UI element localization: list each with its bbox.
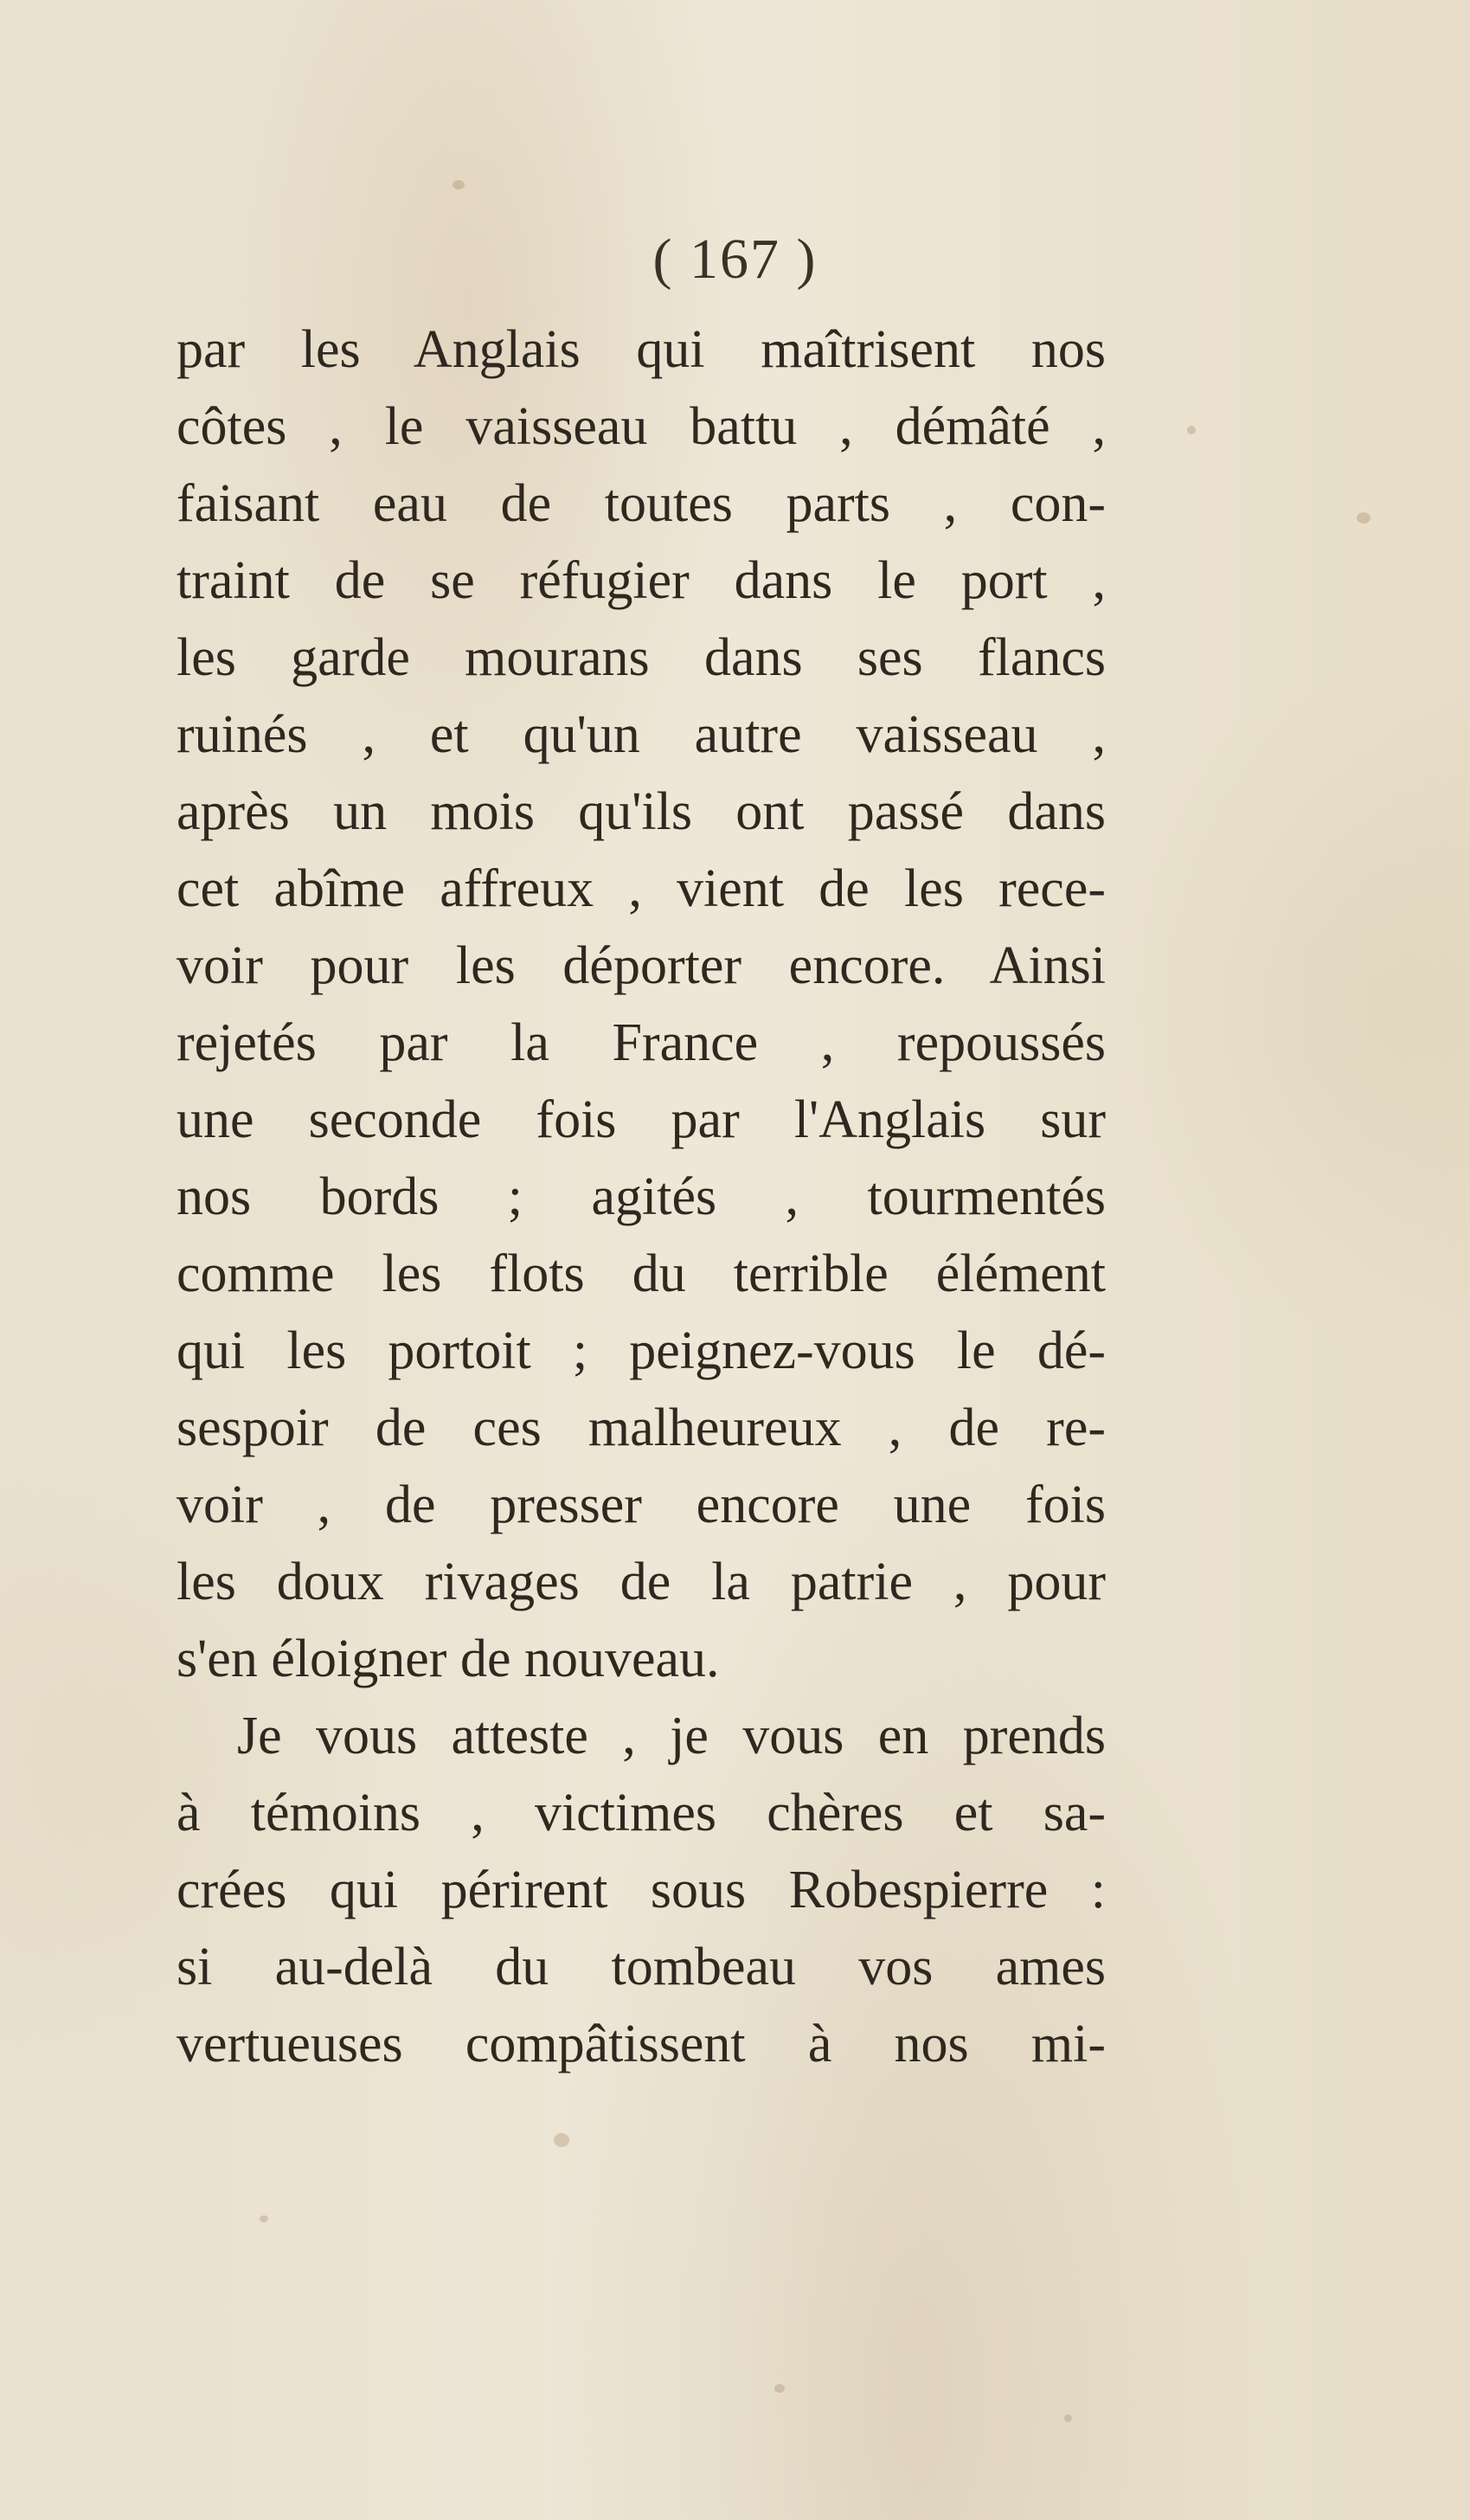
paragraph-end-line: s'en éloigner de nouveau. — [177, 1630, 720, 1688]
text-line: faisant eau de toutes parts , con- — [177, 474, 1106, 533]
paper-stain — [453, 180, 465, 190]
text-line: crées qui périrent sous Robespierre : — [177, 1861, 1106, 1919]
paper-stain — [774, 2384, 785, 2393]
text-line: rejetés par la France , repoussés — [177, 1013, 1106, 1072]
text-line: traint de se réfugier dans le port , — [177, 551, 1106, 610]
text-line: après un mois qu'ils ont passé dans — [177, 782, 1106, 841]
text-line: qui les portoit ; peignez-vous le dé- — [177, 1321, 1106, 1380]
text-line: comme les flots du terrible élément — [177, 1244, 1106, 1303]
text-line: nos bords ; agités , tourmentés — [177, 1167, 1106, 1226]
paper-stain — [1187, 426, 1196, 434]
text-line: voir , de presser encore une fois — [177, 1475, 1106, 1534]
text-line: côtes , le vaisseau battu , démâté , — [177, 397, 1106, 456]
text-line: à témoins , victimes chères et sa- — [177, 1784, 1106, 1842]
page-number: ( 167 ) — [652, 228, 818, 291]
paragraph-start-line: Je vous atteste , je vous en prends — [237, 1707, 1106, 1765]
text-line: les garde mourans dans ses flancs — [177, 628, 1106, 687]
paper-stain — [260, 2215, 268, 2222]
text-line: par les Anglais qui maîtrisent nos — [177, 320, 1106, 379]
text-line: si au-delà du tombeau vos ames — [177, 1938, 1106, 1996]
text-line: les doux rivages de la patrie , pour — [177, 1552, 1106, 1611]
body-text — [177, 312, 1106, 2083]
text-line: voir pour les déporter encore. Ainsi — [177, 936, 1106, 995]
text-line: une seconde fois par l'Anglais sur — [177, 1090, 1106, 1149]
text-line: cet abîme affreux , vient de les rece- — [177, 859, 1106, 918]
text-line: vertueuses compâtissent à nos mi- — [177, 2015, 1106, 2073]
text-line: ruinés , et qu'un autre vaisseau , — [177, 705, 1106, 764]
paper-stain — [1064, 2414, 1072, 2422]
paper-stain — [1357, 512, 1371, 524]
text-line: sespoir de ces malheureux , de re- — [177, 1398, 1106, 1457]
paper-stain — [554, 2133, 569, 2147]
